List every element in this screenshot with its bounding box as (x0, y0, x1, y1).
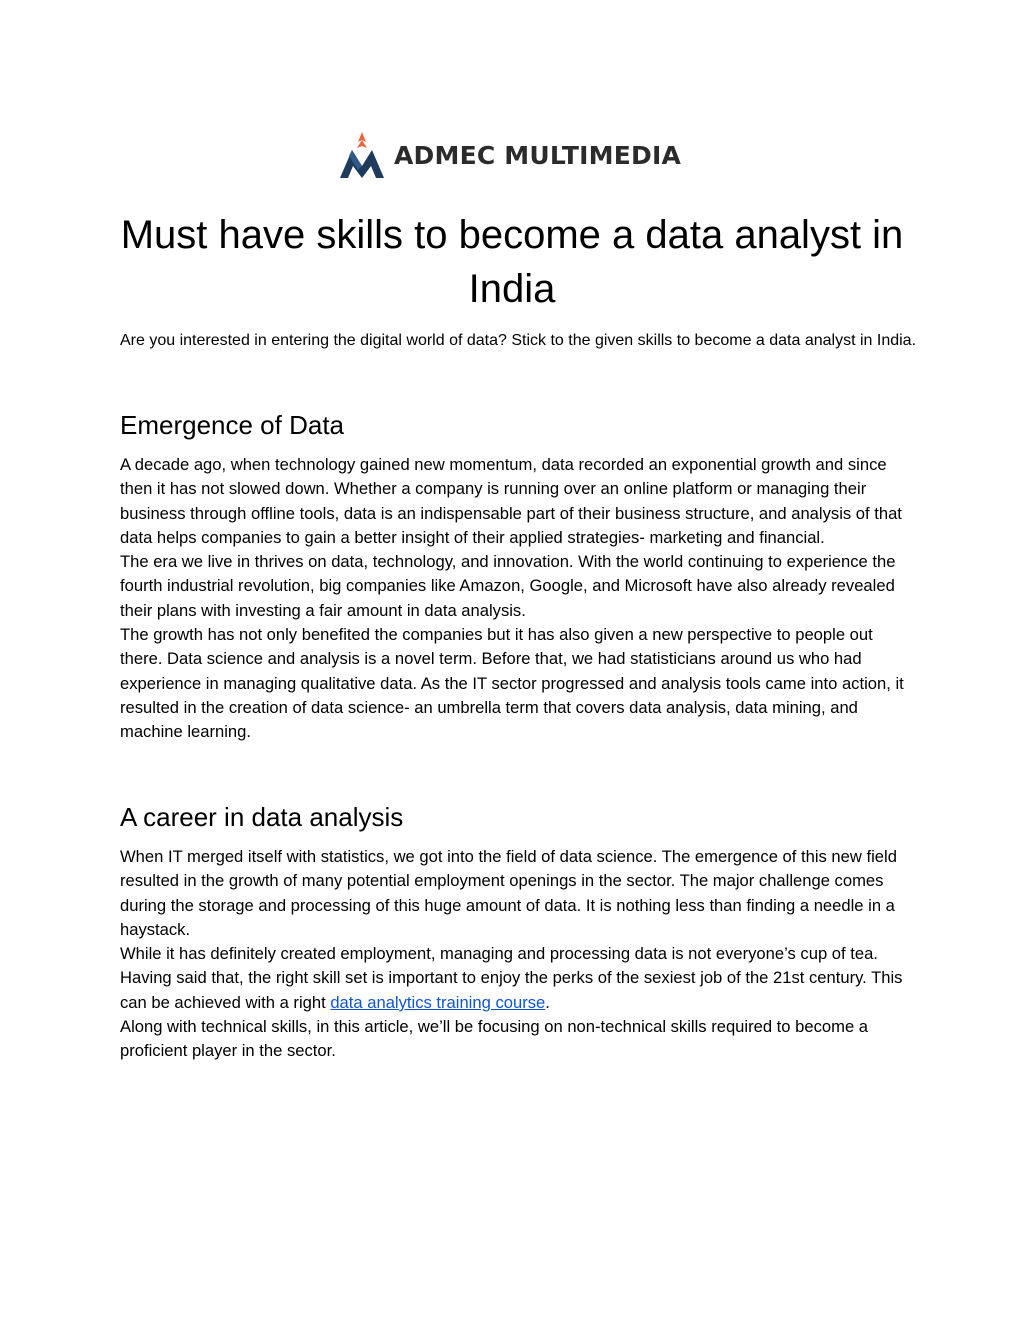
admec-logo-icon (338, 130, 386, 180)
link-trail-text: . (545, 992, 550, 1012)
paragraph: When IT merged itself with statistics, we got into the field of data science. The emergence of this new field resulted in the growth of many potential employment openings in the sector. The major challenge comes during the storage and processing of this huge amount of data. It is nothing less than finding a needle in a haystack. (120, 847, 897, 939)
paragraph-with-link (120, 942, 910, 1015)
page-title: Must have skills to become a data analyst in India (120, 213, 904, 311)
section-heading-emergence: Emergence of Data (120, 410, 345, 440)
training-course-link[interactable]: data analytics training course (330, 992, 546, 1012)
section-body-career (120, 845, 910, 1064)
paragraph: Along with technical skills, in this article, we’ll be focusing on non-technical skills required to become a proficient player in the sector. (120, 1017, 869, 1061)
intro-paragraph: Are you interested in entering the digital world of data? Stick to the given skills to become a data analyst in India. (120, 332, 917, 349)
link-lead-text: While it has definitely created employment, managing and processing data is not everyone’s cup of tea. Having said that, the right skill set is important to enjoy the perks of the sexiest job of the 21st century. This can be achieved with a right (120, 944, 903, 1012)
brand-logo (338, 130, 681, 180)
paragraph: A decade ago, when technology gained new momentum, data recorded an exponential growth and since then it has not slowed down. Whether a company is running over an online platform or managing their business through offline tools, data is an indispensable part of their business structure, and analysis of that data helps companies to gain a better insight of their applied strategies- marketing and financial. (120, 455, 902, 547)
section-body-emergence (120, 453, 910, 745)
section-heading-career: A career in data analysis (120, 802, 404, 832)
paragraph: The era we live in thrives on data, technology, and innovation. With the world continuing to experience the fourth industrial revolution, big companies like Amazon, Google, and Microsoft have also already revealed their plans with investing a fair amount in data analysis. (120, 552, 896, 620)
paragraph: The growth has not only benefited the companies but it has also given a new perspective to people out there. Data science and analysis is a novel term. Before that, we had statisticians around us who had experience in managing qualitative data. As the IT sector progressed and analysis tools came into action, it resulted in the creation of data science- an umbrella term that covers data analysis, data mining, and machine learning. (120, 625, 904, 742)
brand-name: ADMEC MULTIMEDIA (394, 140, 681, 170)
